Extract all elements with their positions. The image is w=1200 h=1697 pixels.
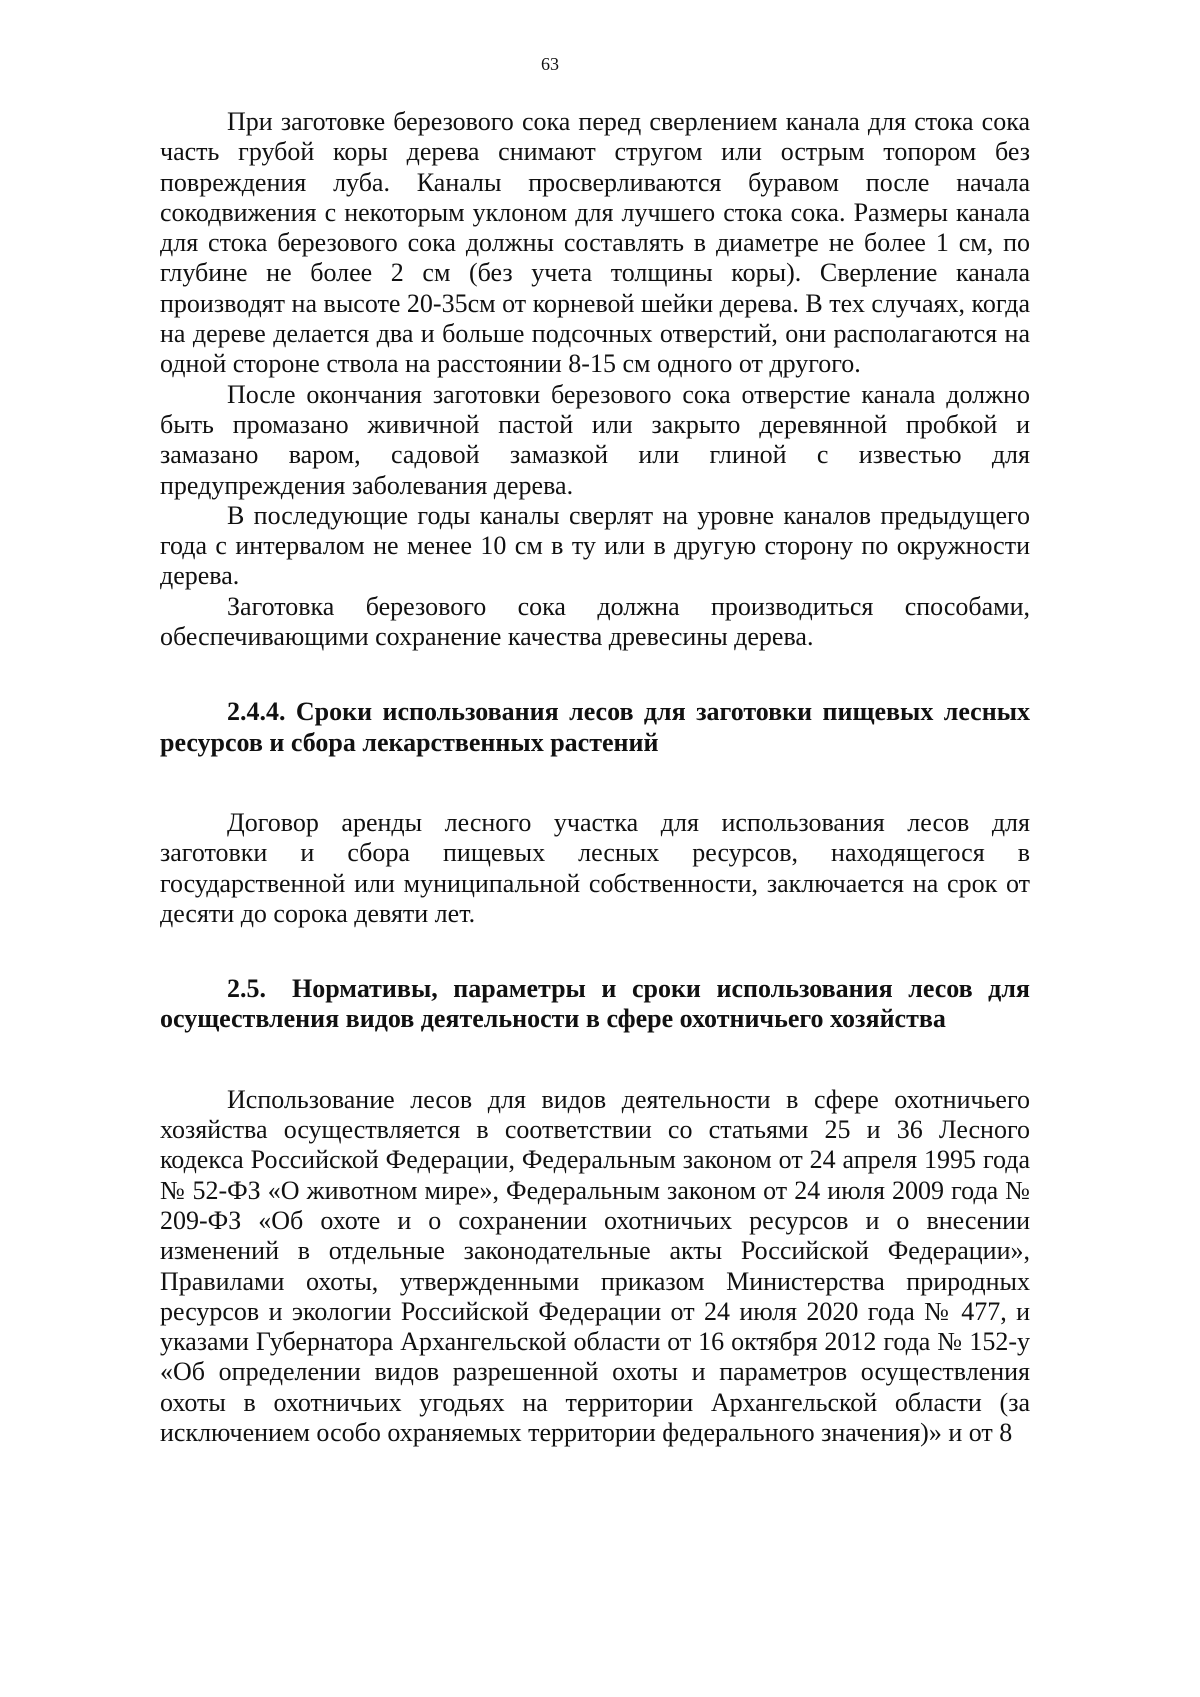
section-title: Нормативы, параметры и сроки использования лесов для осуществления видов деятельности в сфере охотничьего хозяйства bbox=[160, 974, 1030, 1034]
paragraph-lease-term: Договор аренды лесного участка для использования лесов для заготовки и сбора пищевых лесных ресурсов, находящегося в государственной или муниципальной собственности, заключается на срок от десяти до сорока девяти лет. bbox=[160, 807, 1030, 928]
paragraph-birch-sap-sealing: После окончания заготовки березового сока отверстие канала должно быть промазано живичной пастой или закрыто деревянной пробкой и замазано варом, садовой замазкой или глиной с известью для предупреждения заболевания дерева. bbox=[160, 379, 1030, 500]
section-heading-2-4-4: 2.4.4. Сроки использования лесов для заготовки пищевых лесных ресурсов и сбора лекарственных растений bbox=[160, 697, 1030, 757]
page-content bbox=[160, 107, 1030, 1448]
paragraph-hunting-use: Использование лесов для видов деятельности в сфере охотничьего хозяйства осуществляется в соответствии со статьями 25 и 36 Лесного кодекса Российской Федерации, Федеральным законом от 24 апреля 1995 года № 52-ФЗ «О животном мире», Федеральным законом от 24 июля 2009 года № 209-ФЗ «Об охоте и о сохранении охотничьих ресурсов и о внесении изменений в отдельные законодательные акты Российской Федерации», Правилами охоты, утвержденными приказом Министерства природных ресурсов и экологии Российской Федерации от 24 июля 2020 года № 477, и указами Губернатора Архангельской области от 16 октября 2012 года № 152-у «Об определении видов разрешенной охоты и параметров осуществления охоты в охотничьих угодьях на территории Архангельской области (за исключением особо охраняемых территории федерального значения)» и от 8 bbox=[160, 1084, 1030, 1447]
paragraph-birch-sap-following-years: В последующие годы каналы сверлят на уровне каналов предыдущего года с интервалом не менее 10 см в ту или в другую сторону по окружности дерева. bbox=[160, 500, 1030, 591]
section-heading-2-5 bbox=[160, 974, 1030, 1035]
section-number: 2.5. bbox=[227, 974, 266, 1004]
page-number: 63 bbox=[541, 54, 559, 74]
paragraph-birch-sap-methods: Заготовка березового сока должна производиться способами, обеспечивающими сохранение качества древесины дерева. bbox=[160, 591, 1030, 652]
paragraph-birch-sap-drilling: При заготовке березового сока перед сверлением канала для стока сока часть грубой коры дерева снимают стругом или острым топором без повреждения луба. Каналы просверливаются буравом после начала сокодвижения с некоторым уклоном для лучшего стока сока. Размеры канала для стока березового сока должны составлять в диаметре не более 1 см, по глубине не более 2 см (без учета толщины коры). Сверление канала производят на высоте 20-35см от корневой шейки дерева. В тех случаях, когда на дереве делается два и больше подсочных отверстий, они располагаются на одной стороне ствола на расстоянии 8-15 см одного от другого. bbox=[160, 107, 1030, 379]
